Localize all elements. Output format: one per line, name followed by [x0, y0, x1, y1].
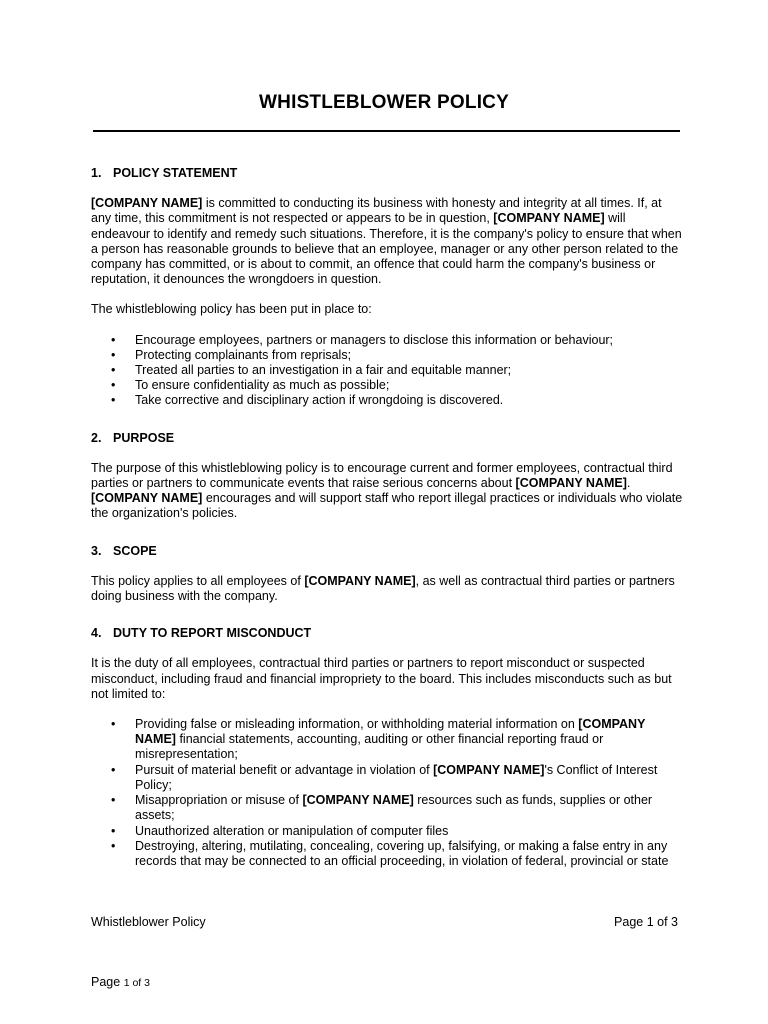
section-number: 2.: [91, 430, 102, 445]
company-placeholder: [COMPANY NAME]: [433, 762, 545, 777]
bullet-list: [91, 333, 683, 409]
section-number: 1.: [91, 166, 102, 180]
section-heading-policy-statement: [91, 166, 683, 181]
list-item: • Treated all parties to an investigation in a fair and equitable manner;: [91, 363, 683, 378]
bullet-list: [91, 717, 683, 869]
document-title: WHISTLEBLOWER POLICY: [259, 92, 509, 113]
section-heading-duty-to-report: [91, 626, 683, 641]
company-placeholder: [COMPANY NAME]: [91, 196, 203, 211]
list-item: • Providing false or misleading information, or withholding material information on [COMPANY NAME] financial statements, accounting, auditing or other financial reporting fraud or misrepresentation;: [91, 717, 683, 763]
company-placeholder: [COMPANY NAME]: [304, 573, 416, 588]
list-item: • Destroying, altering, mutilating, concealing, covering up, falsifying, or making a false entry in any records that may be connected to an official proceeding, in violation of federal, provincial or state: [91, 839, 683, 869]
list-item: • Unauthorized alteration or manipulation of computer files: [91, 824, 683, 839]
list-item: • Take corrective and disciplinary action if wrongdoing is discovered.: [91, 393, 683, 408]
section-number: 4.: [91, 626, 102, 641]
paragraph: It is the duty of all employees, contractual third parties or partners to report misconduct or suspected misconduct, including fraud and financial impropriety to the board. This includes misconducts such as but not limited to:: [91, 656, 672, 701]
section-title: SCOPE: [113, 543, 157, 558]
footer-document-name: Whistleblower Policy: [91, 915, 206, 929]
title-divider: [93, 130, 680, 132]
list-item: • Misappropriation or misuse of [COMPANY NAME] resources such as funds, supplies or other assets;: [91, 793, 683, 823]
page-indicator-count: 1 of 3: [123, 977, 150, 989]
company-placeholder: [COMPANY NAME]: [515, 476, 627, 491]
list-item: • Pursuit of material benefit or advantage in violation of [COMPANY NAME]'s Conflict of Interest Policy;: [91, 763, 683, 793]
section-title: PURPOSE: [113, 430, 175, 445]
list-item: • Protecting complainants from reprisals;: [91, 348, 683, 363]
company-placeholder: [COMPANY NAME]: [302, 793, 414, 808]
page-indicator: [91, 974, 150, 991]
section-title: POLICY STATEMENT: [113, 166, 238, 180]
section-heading-purpose: [91, 431, 683, 446]
footer-page-number: Page 1 of 3: [614, 915, 678, 929]
page-indicator-label: Page: [91, 975, 121, 989]
list-item: • Encourage employees, partners or managers to disclose this information or behaviour;: [91, 333, 683, 348]
paragraph: [COMPANY NAME] is committed to conducting its business with honesty and integrity at all times. If, at any time, this commitment is not respected or appears to be in question, [COMPANY NAME] will endeavour to identify and remedy such situations. Therefore, it is the company's policy to ensure that when a person has reasonable grounds to believe that an employee, manager or any other person related to the company has committed, or is about to commit, an offence that could harm the company's business or reputation, it denounces the wrongdoers in question.: [91, 196, 682, 287]
list-item: • To ensure confidentiality as much as possible;: [91, 378, 683, 393]
company-placeholder: [COMPANY NAME]: [135, 717, 646, 747]
paragraph: This policy applies to all employees of [COMPANY NAME], as well as contractual third parties or partners doing business with the company.: [91, 573, 675, 604]
company-placeholder: [COMPANY NAME]: [493, 211, 605, 226]
document-body: [91, 166, 683, 869]
section-title: DUTY TO REPORT MISCONDUCT: [113, 626, 312, 641]
section-heading-scope: [91, 544, 683, 559]
paragraph: The purpose of this whistleblowing policy is to encourage current and former employees, contractual third parties or partners to communicate events that raise serious concerns about [COMPANY NAME]. [COMPANY NAME] encourages and will support staff who report illegal practices or individuals who violate the organization's policies.: [91, 460, 683, 521]
company-placeholder: [COMPANY NAME]: [91, 491, 203, 506]
section-number: 3.: [91, 543, 102, 558]
paragraph: The whistleblowing policy has been put in place to:: [91, 302, 372, 317]
